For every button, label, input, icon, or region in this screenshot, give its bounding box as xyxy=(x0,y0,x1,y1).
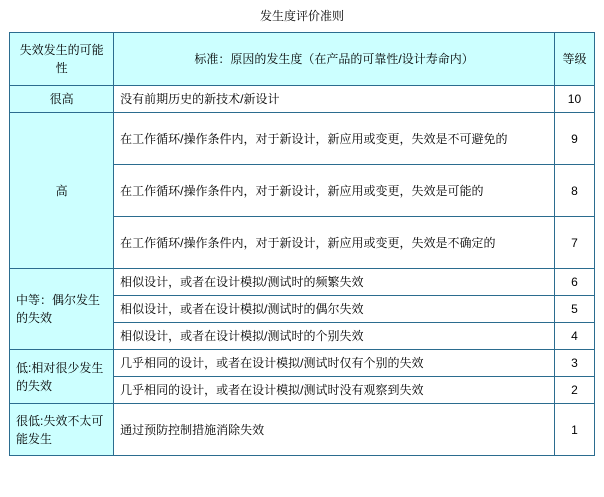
cell-rank: 8 xyxy=(554,165,594,217)
cell-rank: 9 xyxy=(554,113,594,165)
cell-criteria: 在工作循环/操作条件内，对于新设计，新应用或变更，失效是不确定的 xyxy=(114,217,555,269)
column-header-likelihood: 失效发生的可能性 xyxy=(10,33,114,86)
table-row xyxy=(10,86,595,113)
table-body xyxy=(10,86,595,456)
cell-rank: 5 xyxy=(554,296,594,323)
table-header-row xyxy=(10,33,595,86)
table-header xyxy=(10,33,595,86)
cell-likelihood: 很高 xyxy=(10,86,114,113)
occurrence-criteria-table xyxy=(9,32,595,456)
table-row xyxy=(10,404,595,456)
cell-likelihood: 高 xyxy=(10,113,114,269)
cell-criteria: 几乎相同的设计，或者在设计模拟/测试时没有观察到失效 xyxy=(114,377,555,404)
cell-criteria: 几乎相同的设计，或者在设计模拟/测试时仅有个别的失效 xyxy=(114,350,555,377)
cell-criteria: 相似设计，或者在设计模拟/测试时的个别失效 xyxy=(114,323,555,350)
cell-likelihood: 很低:失效不太可能发生 xyxy=(10,404,114,456)
cell-criteria: 没有前期历史的新技术/新设计 xyxy=(114,86,555,113)
cell-criteria: 相似设计，或者在设计模拟/测试时的频繁失效 xyxy=(114,269,555,296)
cell-criteria: 相似设计，或者在设计模拟/测试时的偶尔失效 xyxy=(114,296,555,323)
table-row xyxy=(10,113,595,165)
cell-criteria: 通过预防控制措施消除失效 xyxy=(114,404,555,456)
page-title: 发生度评价准则 xyxy=(259,9,344,23)
cell-rank: 1 xyxy=(554,404,594,456)
table-row xyxy=(10,269,595,296)
cell-rank: 7 xyxy=(554,217,594,269)
table-row xyxy=(10,350,595,377)
cell-likelihood: 低:相对很少发生的失效 xyxy=(10,350,114,404)
cell-rank: 6 xyxy=(554,269,594,296)
cell-rank: 4 xyxy=(554,323,594,350)
cell-rank: 3 xyxy=(554,350,594,377)
cell-rank: 10 xyxy=(554,86,594,113)
cell-rank: 2 xyxy=(554,377,594,404)
column-header-rank: 等级 xyxy=(554,33,594,86)
cell-criteria: 在工作循环/操作条件内，对于新设计，新应用或变更，失效是可能的 xyxy=(114,165,555,217)
cell-likelihood: 中等：偶尔发生的失效 xyxy=(10,269,114,350)
column-header-criteria: 标准：原因的发生度（在产品的可靠性/设计寿命内） xyxy=(114,33,555,86)
cell-criteria: 在工作循环/操作条件内，对于新设计，新应用或变更，失效是不可避免的 xyxy=(114,113,555,165)
